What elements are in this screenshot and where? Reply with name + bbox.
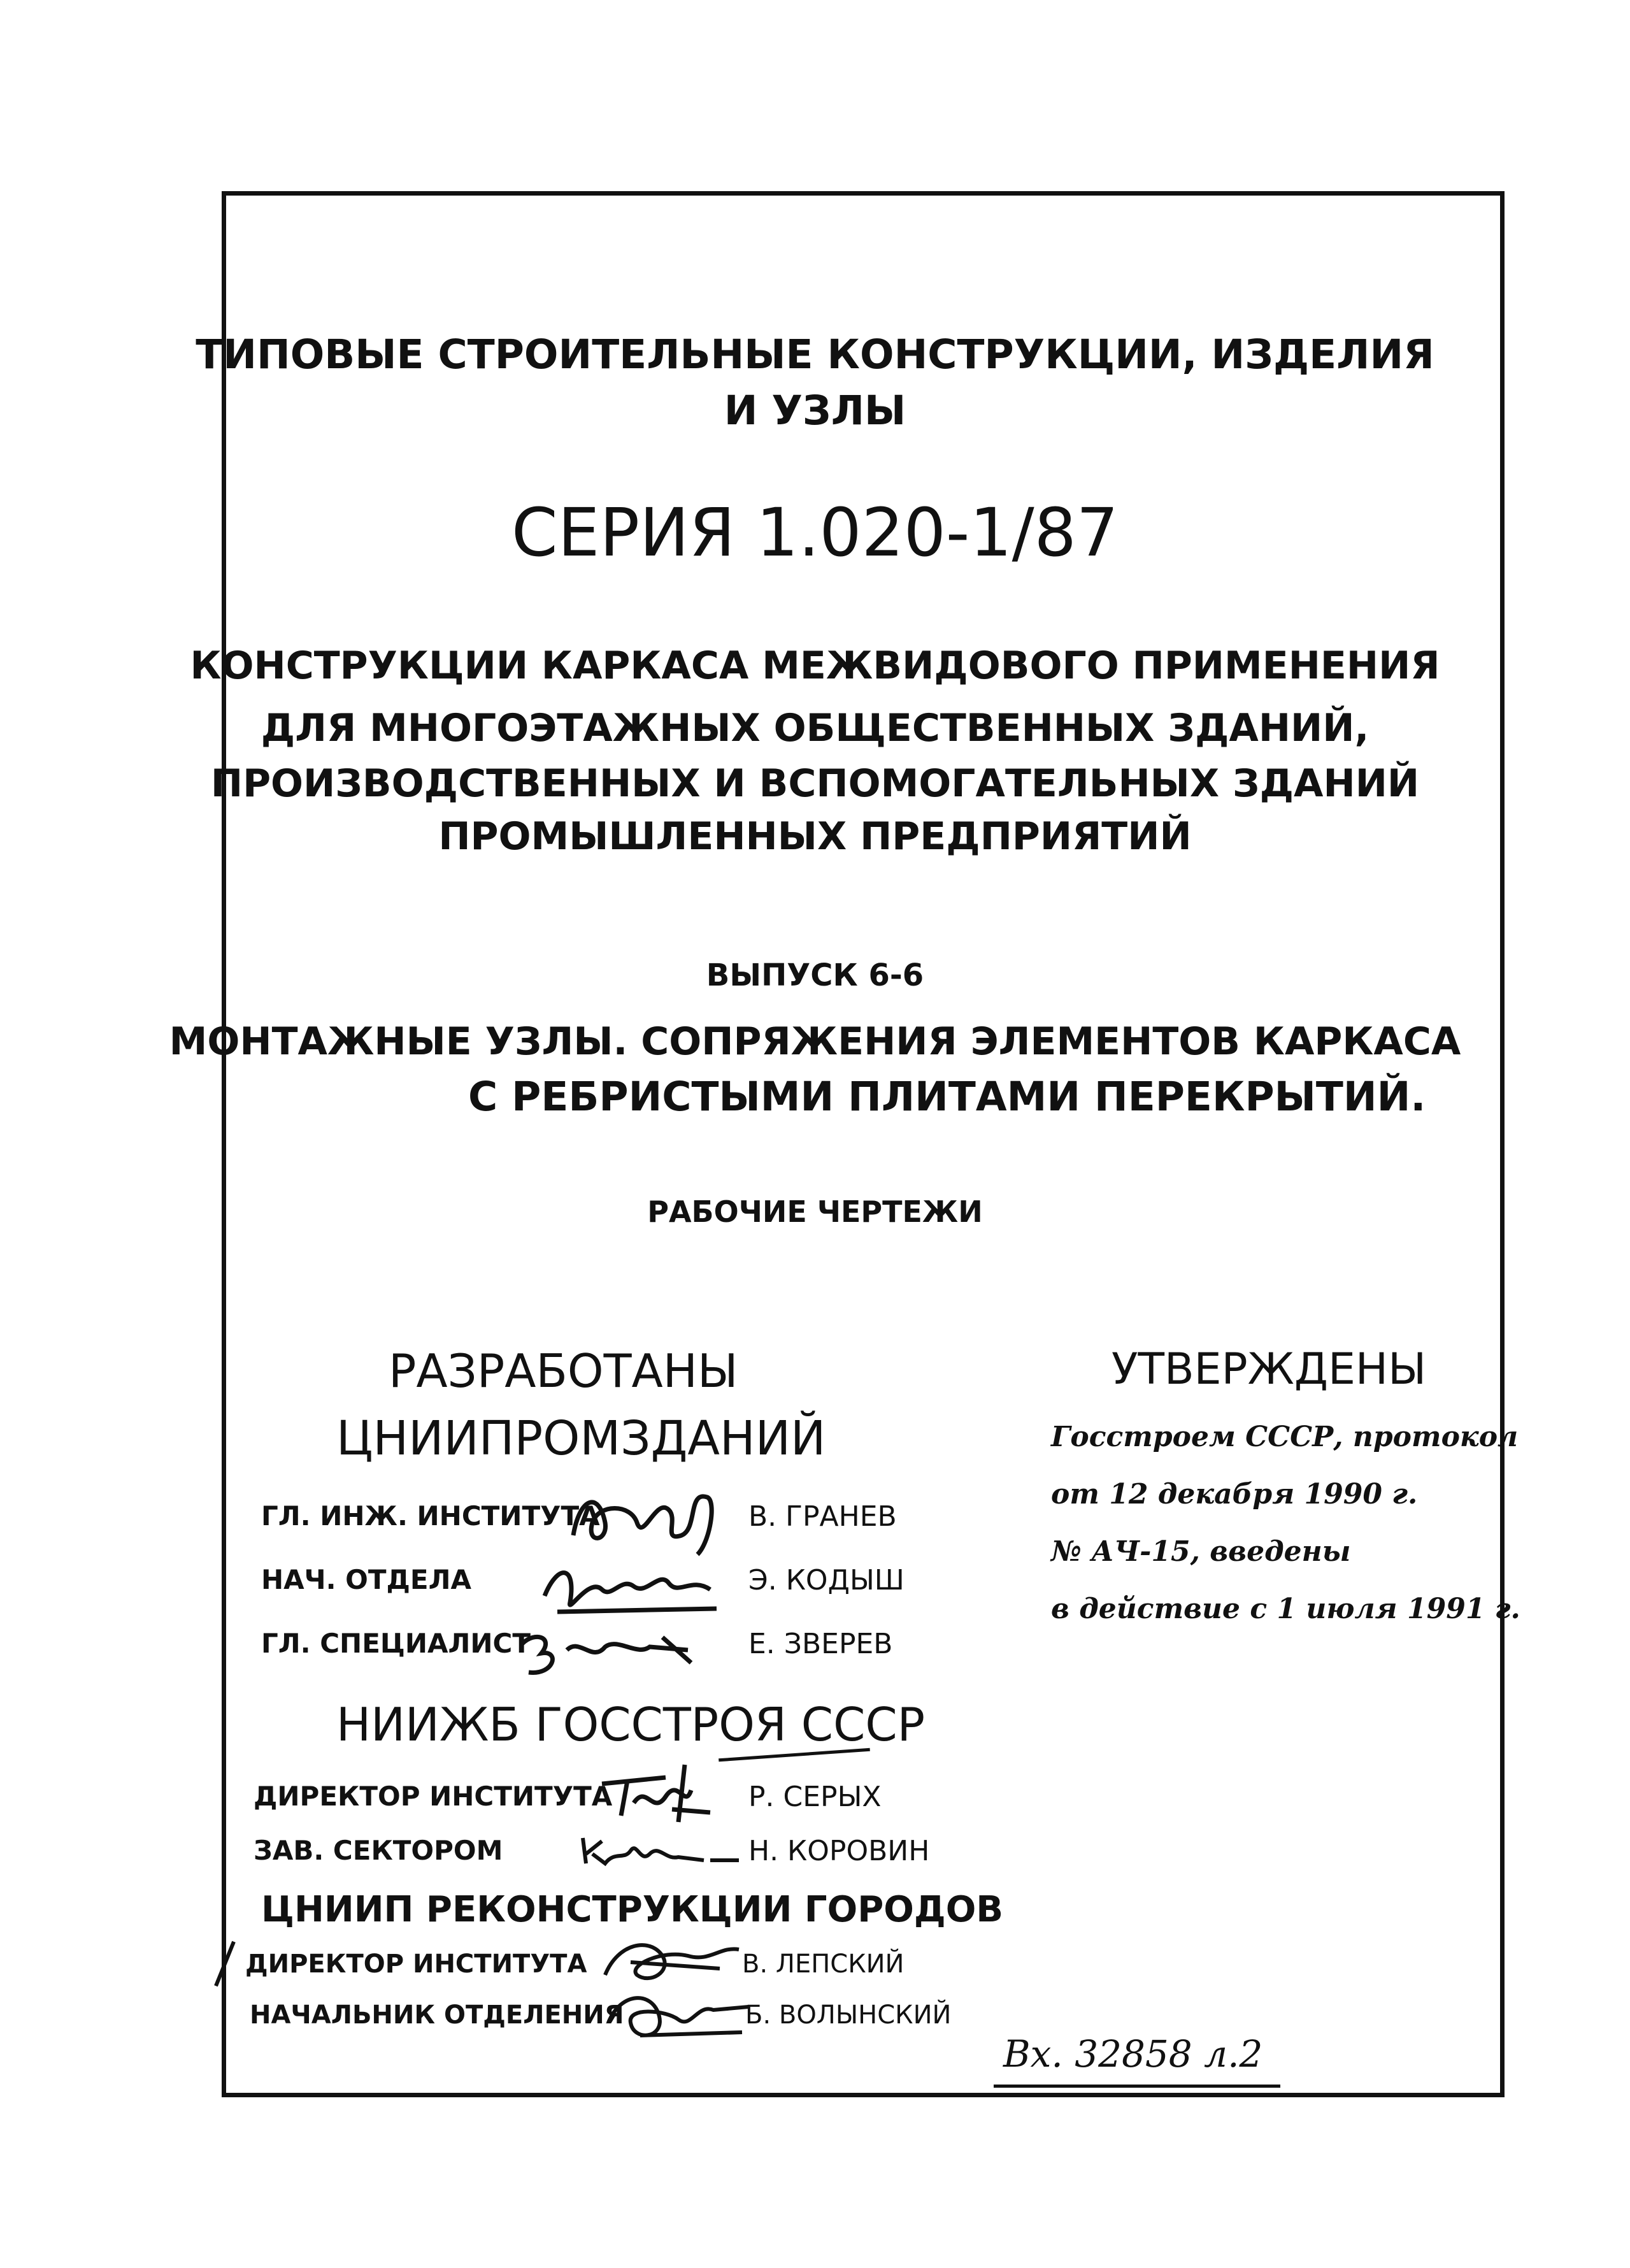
title-line-1: КОНСТРУКЦИИ КАРКАСА МЕЖВИДОВОГО ПРИМЕНЕНИЯ: [190, 643, 1440, 688]
org3-person-2: Б. ВОЛЫНСКИЙ: [745, 2000, 952, 2030]
subtitle-line-2: С РЕБРИСТЫМИ ПЛИТАМИ ПЕРЕКРЫТИЙ.: [468, 1073, 1426, 1120]
subtitle-line-1: МОНТАЖНЫЕ УЗЛЫ. СОПРЯЖЕНИЯ ЭЛЕМЕНТОВ КАРКАСА: [169, 1019, 1461, 1064]
issue-number: ВЫПУСК 6-6: [706, 958, 924, 993]
approved-line-2: от 12 декабря 1990 г.: [1051, 1478, 1418, 1511]
org1-person-2: Э. КОДЫШ: [748, 1564, 904, 1597]
approved-line-1: Госстроем СССР, протокол: [1051, 1421, 1519, 1453]
org2-role-2: ЗАВ. СЕКТОРОМ: [254, 1835, 503, 1866]
org3-role-2: НАЧАЛЬНИК ОТДЕЛЕНИЯ: [250, 2000, 624, 2030]
inventory-number: Вх. 32858 л.2: [1003, 2032, 1263, 2076]
org2-role-1: ДИРЕКТОР ИНСТИТУТА: [254, 1781, 613, 1812]
org1-person-3: Е. ЗВЕРЕВ: [748, 1628, 893, 1660]
org3-name: ЦНИИП РЕКОНСТРУКЦИИ ГОРОДОВ: [261, 1889, 1004, 1930]
title-line-4: ПРОМЫШЛЕННЫХ ПРЕДПРИЯТИЙ: [438, 814, 1192, 859]
approved-line-4: в действие с 1 июля 1991 г.: [1051, 1593, 1520, 1625]
org1-person-1: В. ГРАНЕВ: [748, 1500, 897, 1533]
org2-person-2: Н. КОРОВИН: [748, 1835, 930, 1867]
approved-heading: УТВЕРЖДЕНЫ: [1112, 1344, 1427, 1395]
org3-person-1: В. ЛЕПСКИЙ: [742, 1949, 904, 1979]
inventory-underline: [994, 2085, 1280, 2088]
series-number: СЕРИЯ 1.020-1/87: [511, 494, 1119, 571]
org1-role-2: НАЧ. ОТДЕЛА: [261, 1564, 472, 1595]
signature-serykh: [589, 1758, 717, 1828]
signature-kodysh: [532, 1551, 723, 1621]
title-line-3: ПРОИЗВОДСТВЕННЫХ И ВСПОМОГАТЕЛЬНЫХ ЗДАНИЙ: [210, 761, 1420, 806]
org3-role-1: ДИРЕКТОР ИНСТИТУТА: [245, 1949, 587, 1979]
signature-volynsky: [596, 1984, 755, 2048]
org1-name: ЦНИИПРОМЗДАНИЙ: [336, 1411, 826, 1466]
header-line-2: И УЗЛЫ: [724, 387, 906, 434]
org1-role-3: ГЛ. СПЕЦИАЛИСТ: [261, 1628, 531, 1659]
developed-heading: РАЗРАБОТАНЫ: [389, 1344, 738, 1398]
signature-korovin: [576, 1825, 748, 1876]
approved-line-3: № АЧ-15, введены: [1051, 1535, 1351, 1568]
title-line-2: ДЛЯ МНОГОЭТАЖНЫХ ОБЩЕСТВЕННЫХ ЗДАНИЙ,: [261, 706, 1369, 750]
signature-granev: [561, 1484, 726, 1561]
drawings-label: РАБОЧИЕ ЧЕРТЕЖИ: [647, 1195, 983, 1229]
signature-zverev: [510, 1618, 701, 1682]
org2-name: НИИЖБ ГОССТРОЯ СССР: [336, 1698, 926, 1751]
org1-role-1: ГЛ. ИНЖ. ИНСТИТУТА: [261, 1500, 600, 1532]
header-line-1: ТИПОВЫЕ СТРОИТЕЛЬНЫЕ КОНСТРУКЦИИ, ИЗДЕЛИЯ: [196, 331, 1434, 378]
org2-person-1: Р. СЕРЫХ: [748, 1781, 882, 1813]
